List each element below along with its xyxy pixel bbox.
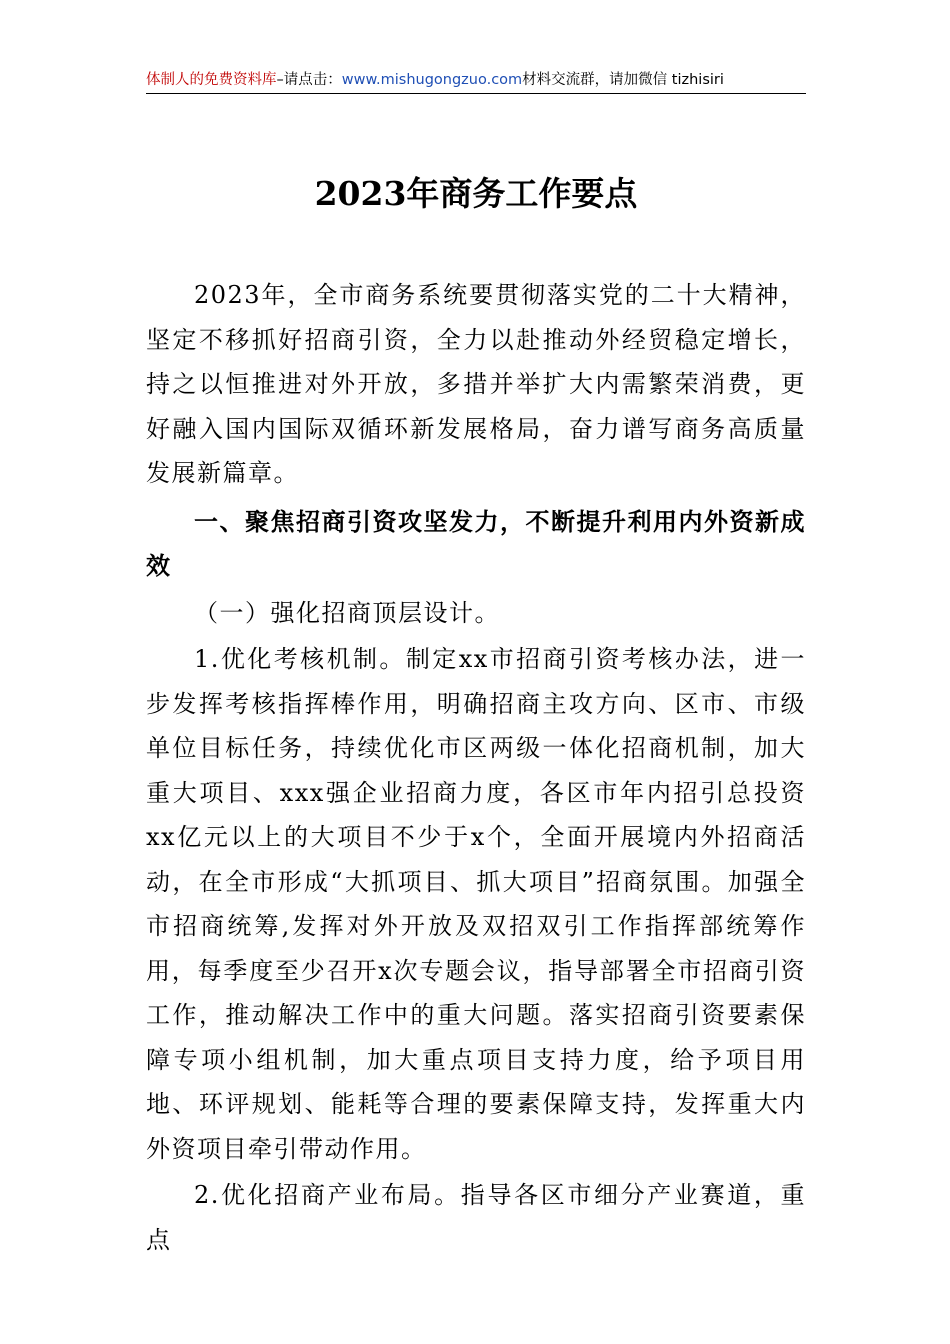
- header-url-link[interactable]: www.mishugongzuo.com: [341, 72, 523, 88]
- header-contact-text: 材料交流群，请加微信 tizhisiri: [522, 72, 724, 88]
- page-header-banner: [146, 68, 806, 92]
- header-prompt-text: –请点击：: [276, 72, 342, 88]
- header-source-text: 体制人的免费资料库: [146, 72, 277, 88]
- document-body: [146, 273, 806, 1262]
- section-heading-1: 一、聚焦招商引资攻坚发力，不断提升利用内外资新成效: [146, 507, 806, 580]
- header-divider: [146, 93, 806, 94]
- subsection-heading-1: （一）强化招商顶层设计。: [194, 598, 500, 627]
- document-title: 2023年商务工作要点: [314, 174, 638, 213]
- item-paragraph-1: 1.优化考核机制。制定xx市招商引资考核办法，进一步发挥考核指挥棒作用，明确招商主攻方向、区市、市级单位目标任务，持续优化市区两级一体化招商机制，加大重大项目、xxx强企业招商力度，各区市年内招引总投资xx亿元以上的大项目不少于x个，全面开展境内外招商活动，在全市形成“大抓项目、抓大项目”招商氛围。加强全市招商统筹,发挥对外开放及双招双引工作指挥部统筹作用，每季度至少召开x次专题会议，指导部署全市招商引资工作，推动解决工作中的重大问题。落实招商引资要素保障专项小组机制，加大重点项目支持力度，给予项目用地、环评规划、能耗等合理的要素保障支持，发挥重大内外资项目牵引带动作用。: [146, 645, 806, 1163]
- intro-paragraph: 2023年，全市商务系统要贯彻落实党的二十大精神，坚定不移抓好招商引资，全力以赴推动外经贸稳定增长，持之以恒推进对外开放，多措并举扩大内需繁荣消费，更好融入国内国际双循环新发展格局，奋力谱写商务高质量发展新篇章。: [146, 281, 806, 487]
- item-paragraph-2: 2.优化招商产业布局。指导各区市细分产业赛道，重点: [146, 1181, 806, 1254]
